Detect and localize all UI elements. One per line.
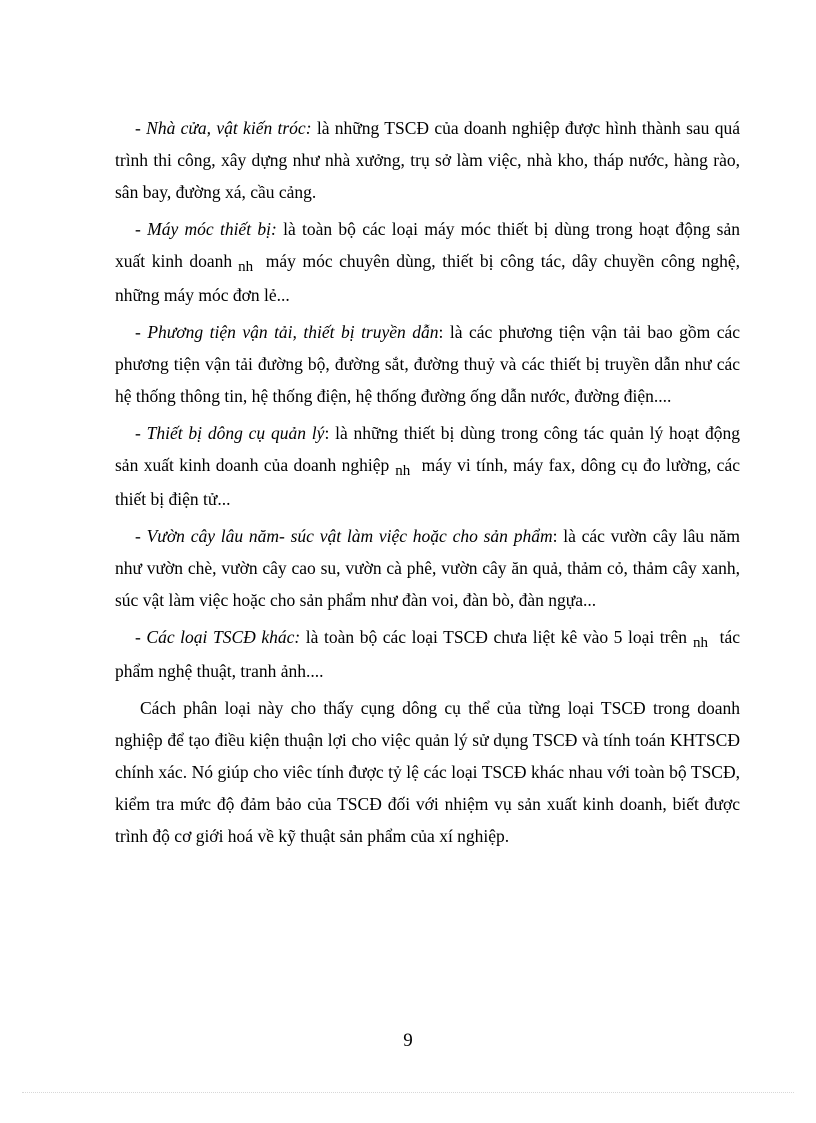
paragraph-text: máy vi tính, máy fax, dông cụ đo lường, các thiết bị điện tử... [115,455,740,509]
paragraph-text: : là các vườn cây lâu năm như vườn chè, vườn cây cao su, vườn cà phê, vườn cây ăn quả, thảm cỏ, thảm cây xanh, súc vật làm việc hoặc cho sản phẩm như đàn voi, đàn bò, đàn ngựa... [115,526,741,610]
page-bottom-divider [22,1092,794,1093]
bullet-dash: - [135,322,148,342]
bullet-dash: - [135,526,147,546]
fragment-nh: nh [238,259,254,275]
paragraph-perennial-gardens [115,520,740,616]
paragraph-lead: Máy móc thiết bị: [147,219,277,239]
paragraph-text: là toàn bộ các loại máy móc thiết bị dùng trong hoạt động sản xuất kinh doanh [115,219,741,271]
paragraph-text: : là những thiết bị dùng trong công tác quản lý hoạt động sản xuất kinh doanh của doanh nghiệp [115,423,740,475]
bullet-dash: - [135,423,147,443]
page-body [115,112,740,857]
paragraph-lead: Phương tiện vận tải, thiết bị truyền dẫn [147,322,439,342]
paragraph-text: là những TSCĐ của doanh nghiệp được hình thành sau quá trình thi công, xây dựng như nhà xưởng, trụ sở làm việc, nhà kho, tháp nước, hàng rào, sân bay, đường xá, cầu cảng. [115,118,741,202]
paragraph-buildings [115,112,740,208]
paragraph-text: là toàn bộ các loại TSCĐ chưa liệt kê vào 5 loại trên [300,627,688,647]
page-number: 9 [403,1030,413,1051]
bullet-dash: - [135,627,147,647]
paragraph-lead: Thiết bị dông cụ quản lý [146,423,325,443]
paragraph-machinery [115,213,740,311]
paragraph-transport [115,316,740,412]
paragraph-management-tools [115,417,740,515]
bullet-dash: - [135,219,148,239]
fragment-nh: nh [395,463,411,479]
paragraph-text: : là các phương tiện vận tải bao gồm các phương tiện vận tải đường bộ, đường sắt, đường thuỷ và các thiết bị truyền dẫn như các hệ thống thông tin, hệ thống điện, hệ thống đường ống dẫn nước, đường điện.... [115,322,740,406]
paragraph-classification-summary: Cách phân loại này cho thấy cụng dông cụ thể của từng loại TSCĐ trong doanh nghiệp để tạo điều kiện thuận lợi cho việc quản lý sử dụng TSCĐ và tính toán KHTSCĐ chính xác. Nó giúp cho viêc tính được tỷ lệ các loại TSCĐ khác nhau với toàn bộ TSCĐ, kiểm tra mức độ đảm bảo của TSCĐ đối với nhiệm vụ sản xuất kinh doanh, biết được trình độ cơ giới hoá về kỹ thuật sản phẩm của xí nghiệp. [115,698,740,846]
paragraph-lead: Nhà cửa, vật kiến tróc: [146,118,312,138]
fragment-nh: nh [693,635,709,651]
paragraph-lead: Các loại TSCĐ khác: [146,627,301,647]
paragraph-text: tác phẩm nghệ thuật, tranh ảnh.... [115,627,740,681]
paragraph-lead: Vườn cây lâu năm- súc vật làm việc hoặc cho sản phẩm [146,526,553,546]
paragraph-text: máy móc chuyên dùng, thiết bị công tác, dây chuyền công nghệ, những máy móc đơn lẻ... [115,251,740,305]
bullet-dash: - [135,118,147,138]
paragraph-other-assets [115,621,740,687]
